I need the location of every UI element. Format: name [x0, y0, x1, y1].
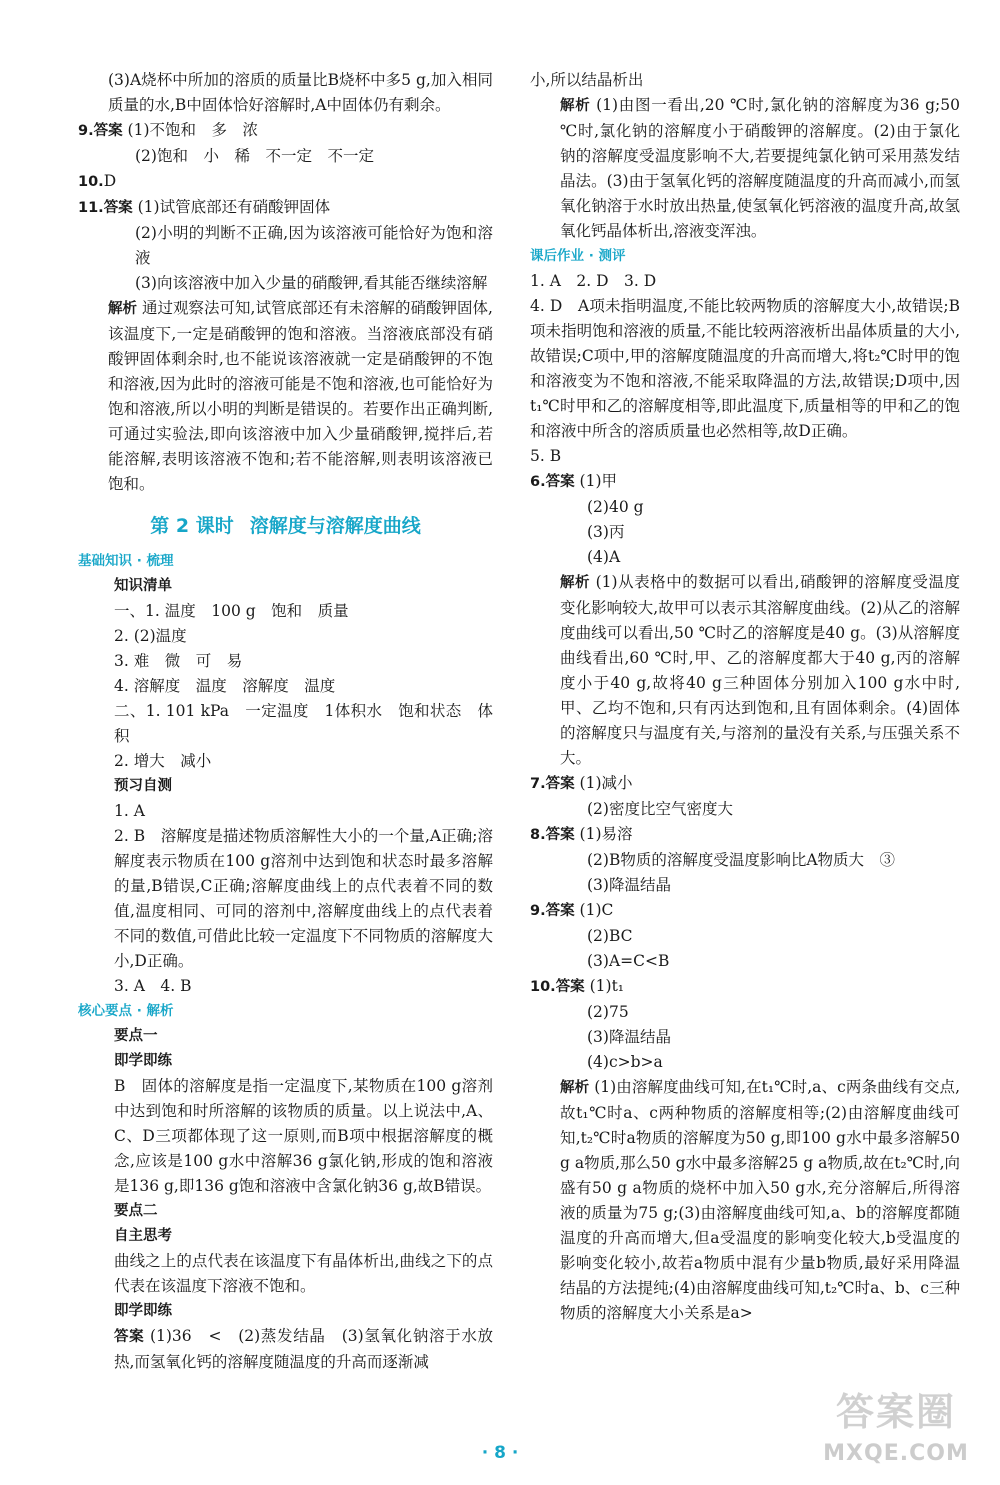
text-content: (3)向该溶液中加入少量的硝酸钾,看其能否继续溶解 — [135, 274, 488, 292]
section-heading — [78, 549, 493, 574]
page-number: · 8 · — [481, 1443, 519, 1463]
answer-label: 答案 — [545, 776, 575, 792]
text-content: (2)40 g — [587, 498, 644, 516]
text-line — [78, 1074, 493, 1199]
subheading — [78, 774, 493, 799]
text-content: 曲线之上的点代表在该温度下有晶体析出,曲线之下的点代表在该温度下溶液不饱和。 — [114, 1252, 493, 1295]
text-content: 二、1. 101 kPa 一定温度 1体积水 饱和状态 体积 — [114, 702, 493, 745]
section-heading — [78, 999, 493, 1024]
answer-label: 答案 — [545, 474, 575, 490]
text-content: 课后作业 · 测评 — [530, 248, 626, 264]
text-content: 一、1. 温度 100 g 饱和 质量 — [114, 602, 349, 620]
answer-label: 答案 — [114, 1329, 145, 1345]
section-heading — [530, 244, 960, 269]
question-number: 6. — [530, 474, 546, 490]
text-content: (1)甲 — [579, 472, 618, 490]
text-line — [530, 974, 960, 1000]
question-number: 10. — [78, 174, 104, 190]
subheading — [78, 1024, 493, 1049]
text-content: (3)丙 — [587, 523, 625, 541]
text-content: (3)降温结晶 — [587, 1028, 671, 1046]
text-line — [78, 1324, 493, 1375]
text-content: (4)A — [587, 548, 621, 566]
text-line — [78, 118, 493, 144]
text-line — [78, 749, 493, 774]
text-content: (1)由溶解度曲线可知,在t₁℃时,a、c两条曲线有交点,故t₁℃时a、c两种物质的溶解度相等;(2)由溶解度曲线可知,t₂℃时a物质的溶解度为50 g,即100 g水中最多溶解50 g a物质,那么50 g水中最多溶解25 g a物质,故在t₂℃时,向盛有50 g a物质的烧杯中加入50 g水,充分溶解后,所得溶液的质量为75 g;(3)由溶解度曲线可知,a、b的溶解度都随温度的升高而增大,但a受温度的影响变化较大,b受温度的影响变化较小,故若a物质中混有少量b物质,最好采用降温结晶的方法提纯;(4)由溶解度曲线可知,t₂℃时a、b、c三种物质的溶解度大小关系是a> — [560, 1078, 960, 1322]
text-line — [530, 822, 960, 848]
text-line — [530, 848, 960, 873]
subheading — [78, 1049, 493, 1074]
text-content: 2. B 溶解度是描述物质溶解性大小的一个量,A正确;溶解度表示物质在100 g溶剂中达到饱和状态时最多溶解的量,B错误,C正确;溶解度曲线上的点代表着不同的数值,温度相同、可同的溶剂中,溶解度曲线上的点代表着不同的数值,可借此比较一定温度下不同物质的溶解度大小,D正确。 — [114, 827, 493, 970]
subheading — [78, 574, 493, 599]
text-line — [530, 1050, 960, 1075]
text-line — [78, 144, 493, 169]
text-line — [530, 495, 960, 520]
answer-label: 答案 — [555, 979, 585, 995]
text-content: B 固体的溶解度是指一定温度下,某物质在100 g溶剂中达到饱和时所溶解的该物质的质量。以上说法中,A、C、D三项都体现了这一原则,而B项中根据溶解度的概念,应该是100 g水中溶解36 g氯化钠,形成的饱和溶液是136 g,即136 g饱和溶液中含氯化钠36 g,故B错误。 — [114, 1077, 493, 1195]
answer-label: 答案 — [103, 200, 133, 216]
text-content: (3)A烧杯中所加的溶质的质量比B烧杯中多5 g,加入相同质量的水,B中固体恰好溶解时,A中固体仍有剩余。 — [108, 71, 493, 114]
text-content: D — [103, 172, 117, 190]
text-content: (2)BC — [587, 927, 633, 945]
text-content: (2)75 — [587, 1003, 629, 1021]
answer-label: 解析 — [560, 1080, 590, 1096]
text-content: 2. 增大 减小 — [114, 752, 212, 770]
answer-label: 解析 — [560, 575, 591, 591]
text-content: (1)C — [579, 901, 614, 919]
watermark-logo — [808, 1390, 984, 1474]
answer-label: 答案 — [545, 827, 575, 843]
text-line — [78, 221, 493, 271]
text-line — [530, 545, 960, 570]
left-column — [78, 68, 493, 1375]
text-content: (1)易溶 — [579, 825, 633, 843]
answer-label: 答案 — [545, 903, 575, 919]
text-line — [530, 949, 960, 974]
text-line — [78, 169, 493, 195]
answer-label: 解析 — [560, 98, 591, 114]
text-content: 即学即练 — [114, 1303, 172, 1319]
text-line — [530, 924, 960, 949]
text-content: 知识清单 — [114, 578, 172, 594]
subheading — [78, 1199, 493, 1224]
text-line — [530, 797, 960, 822]
question-number: 9. — [530, 903, 546, 919]
text-content: 1. A 2. D 3. D — [530, 272, 657, 290]
text-content: 要点一 — [114, 1028, 158, 1044]
text-content: 2. (2)温度 — [114, 627, 187, 645]
text-line — [78, 296, 493, 497]
subheading — [78, 1299, 493, 1324]
text-line — [78, 1249, 493, 1299]
text-line — [530, 1000, 960, 1025]
question-number: 7. — [530, 776, 546, 792]
text-line — [530, 269, 960, 294]
text-line — [530, 570, 960, 771]
text-content: (1)由图一看出,20 ℃时,氯化钠的溶解度为36 g;50 ℃时,氯化钠的溶解度小于硝酸钾的溶解度。(2)由于氯化钠的溶解度受温度影响不大,若要提纯氯化钠可采用蒸发结晶法。(3)由于氢氧化钙的溶解度随温度的升高而减小,而氢氧化钠溶于水时放出热量,使氢氧化钙溶液的温度升高,故氢氧化钙晶体析出,溶液变浑浊。 — [560, 96, 961, 240]
watermark-url: MXQE.COM — [823, 1441, 969, 1466]
text-content: (3)A=C<B — [587, 952, 670, 970]
text-line — [78, 674, 493, 699]
text-line — [78, 699, 493, 749]
text-content: 小,所以结晶析出 — [530, 71, 644, 89]
text-content: 要点二 — [114, 1203, 158, 1219]
text-line — [78, 974, 493, 999]
text-line — [530, 1025, 960, 1050]
text-content: (3)降温结晶 — [587, 876, 671, 894]
text-line — [530, 873, 960, 898]
text-line — [78, 649, 493, 674]
text-line — [530, 520, 960, 545]
text-line — [530, 898, 960, 924]
text-content: 即学即练 — [114, 1053, 172, 1069]
text-content: 3. A 4. B — [114, 977, 192, 995]
text-line — [78, 599, 493, 624]
text-content: 1. A — [114, 802, 145, 820]
text-line — [78, 824, 493, 974]
question-number: 8. — [530, 827, 546, 843]
text-content: (2)密度比空气密度大 — [587, 800, 733, 818]
text-line — [530, 1075, 960, 1326]
section-title-number: 第 2 课时 — [150, 515, 234, 537]
question-number: 9. — [78, 123, 94, 139]
text-content: (2)小明的判断不正确,因为该溶液可能恰好为饱和溶液 — [135, 224, 493, 267]
text-content: 4. 溶解度 温度 溶解度 温度 — [114, 677, 336, 695]
text-line — [530, 771, 960, 797]
text-content: (1)t₁ — [589, 977, 625, 995]
text-content: 预习自测 — [114, 778, 172, 794]
text-content: 3. 难 微 可 易 — [114, 652, 243, 670]
text-content: (1)从表格中的数据可以看出,硝酸钾的溶解度受温度变化影响较大,故甲可以表示其溶解度曲线。(2)从乙的溶解度曲线可以看出,50 ℃时乙的溶解度是40 g。(3)从溶解度曲线看出,60 ℃时,甲、乙的溶解度都大于40 g,丙的溶解度小于40 g,故将40 g三种固体分别加入100 g水中时,甲、乙均不饱和,只有丙达到饱和,且有固体剩余。(4)固体的溶解度只与温度有关,与溶剂的量没有关系,与压强关系不大。 — [560, 573, 960, 767]
text-line — [530, 469, 960, 495]
text-content: (1)试管底部还有硝酸钾固体 — [137, 198, 331, 216]
question-number: 11. — [78, 200, 104, 216]
text-content: 基础知识 · 梳理 — [78, 553, 174, 569]
text-line — [78, 68, 493, 118]
answer-label: 答案 — [93, 123, 123, 139]
text-line — [78, 624, 493, 649]
text-line — [78, 799, 493, 824]
text-line — [530, 294, 960, 444]
subheading — [78, 1224, 493, 1249]
text-line — [78, 195, 493, 221]
text-content: (1)减小 — [579, 774, 633, 792]
text-content: 自主思考 — [114, 1228, 172, 1244]
question-number: 10. — [530, 979, 556, 995]
text-line — [530, 444, 960, 469]
text-content: 核心要点 · 解析 — [78, 1003, 174, 1019]
text-line — [78, 271, 493, 296]
text-content: 5. B — [530, 447, 562, 465]
answer-label: 解析 — [108, 301, 138, 317]
text-line — [530, 68, 960, 93]
text-content: (1)不饱和 多 浓 — [127, 121, 259, 139]
text-content: (2)B物质的溶解度受温度影响比A物质大 ③ — [587, 851, 896, 869]
section-title — [78, 511, 493, 541]
text-line — [530, 93, 960, 244]
text-content: (4)c>b>a — [587, 1053, 663, 1071]
text-content: 通过观察法可知,试管底部还有未溶解的硝酸钾固体,该温度下,一定是硝酸钾的饱和溶液。当溶液底部没有硝酸钾固体剩余时,也不能说该溶液就一定是硝酸钾的不饱和溶液,因为此时的溶液可能是不饱和溶液,也可能恰好为饱和溶液,所以小明的判断是错误的。若要作出正确判断,可通过实验法,即向该溶液中加入少量硝酸钾,搅拌后,若能溶解,表明该溶液不饱和;若不能溶解,则表明该溶液已饱和。 — [108, 299, 493, 493]
text-content: (1)36 < (2)蒸发结晶 (3)氢氧化钠溶于水放热,而氢氧化钙的溶解度随温度的升高而逐渐减 — [114, 1327, 493, 1371]
section-title-text: 溶解度与溶解度曲线 — [249, 515, 421, 537]
right-column — [530, 68, 960, 1326]
text-content: (2)饱和 小 稀 不一定 不一定 — [135, 147, 374, 165]
watermark-text: 答案圈 — [835, 1390, 956, 1434]
text-content: 4. D A项未指明温度,不能比较两物质的溶解度大小,故错误;B项未指明饱和溶液的质量,不能比较两溶液析出晶体质量的大小,故错误;C项中,甲的溶解度随温度的升高而增大,将t₂℃时甲的饱和溶液变为不饱和溶液,不能采取降温的方法,故错误;D项中,因t₁℃时甲和乙的溶解度相等,即此温度下,质量相等的甲和乙的饱和溶液中所含的溶质质量也必然相等,故D正确。 — [530, 297, 960, 440]
